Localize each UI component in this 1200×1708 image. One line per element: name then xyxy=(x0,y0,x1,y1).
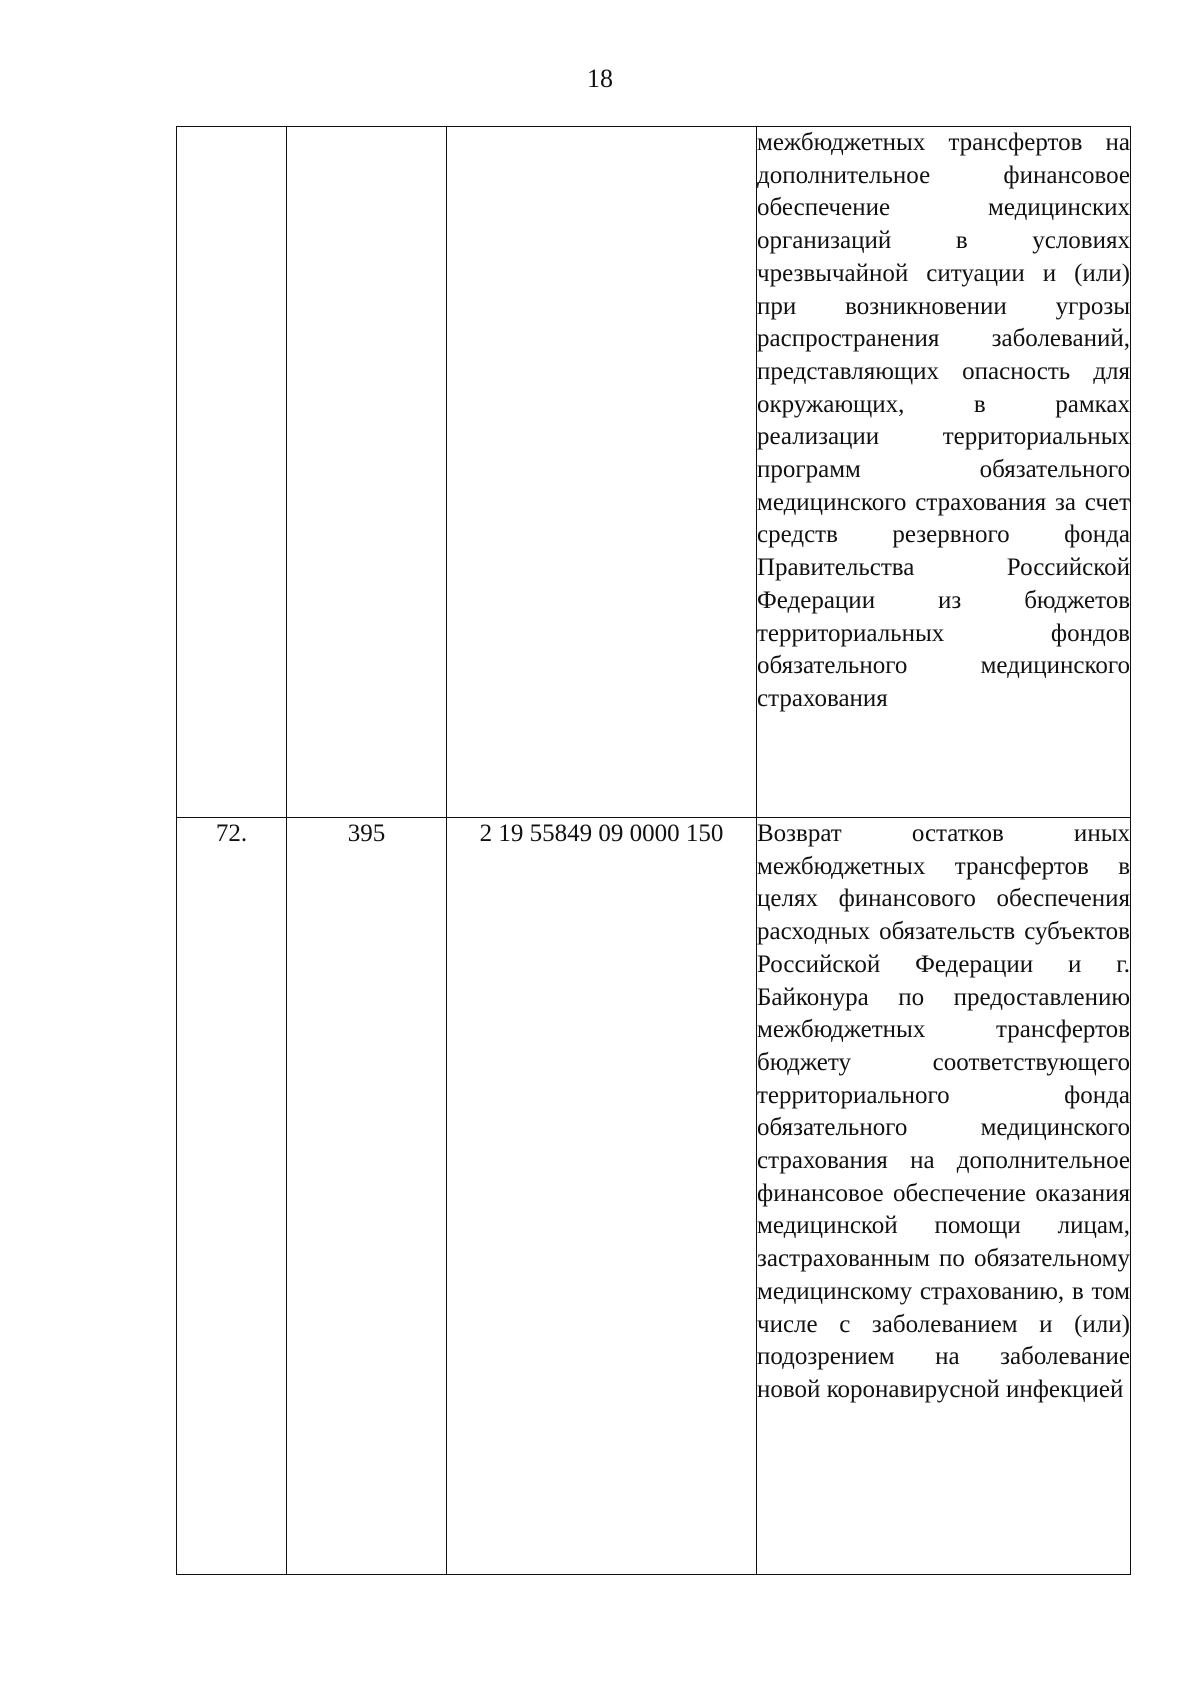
description-text: межбюджетных трансфертов на дополнительное финансовое обеспечение медицинских организаций в условиях чрезвычайной ситуации и (или) при возникновении угрозы распространения заболеваний, представляющих опасность для окружающих, в рамках реализации территориальных программ обязательного медицинского страхования за счет средств резервного фонда Правительства Российской Федерации из бюджетов территориальных фондов обязательного медицинского страхования xyxy=(757,129,1130,712)
row-index-cell: 72. xyxy=(177,818,287,1575)
description-cell xyxy=(757,127,1131,818)
row-index-cell xyxy=(177,127,287,818)
page-number: 18 xyxy=(587,64,613,93)
kbk-code-cell: 2 19 55849 09 0000 150 xyxy=(447,818,757,1575)
table-row xyxy=(177,127,1131,818)
kbk-code-cell xyxy=(447,127,757,818)
admin-code-cell: 395 xyxy=(287,818,447,1575)
description-text: Возврат остатков иных межбюджетных трансфертов в целях финансового обеспечения расходных обязательств субъектов Российской Федерации и г. Байконура по предоставлению межбюджетных трансфертов бюджету соответствующего территориального фонда обязательного медицинского страхования на дополнительное финансовое обеспечение оказания медицинской помощи лицам, застрахованным по обязательному медицинскому страхованию, в том числе с заболеванием и (или) подозрением на заболевание новой коронавирусной инфекцией xyxy=(757,820,1130,1403)
admin-code-cell xyxy=(287,127,447,818)
description-cell xyxy=(757,818,1131,1575)
table-row xyxy=(177,818,1131,1575)
revenue-codes-table xyxy=(176,126,1131,1575)
